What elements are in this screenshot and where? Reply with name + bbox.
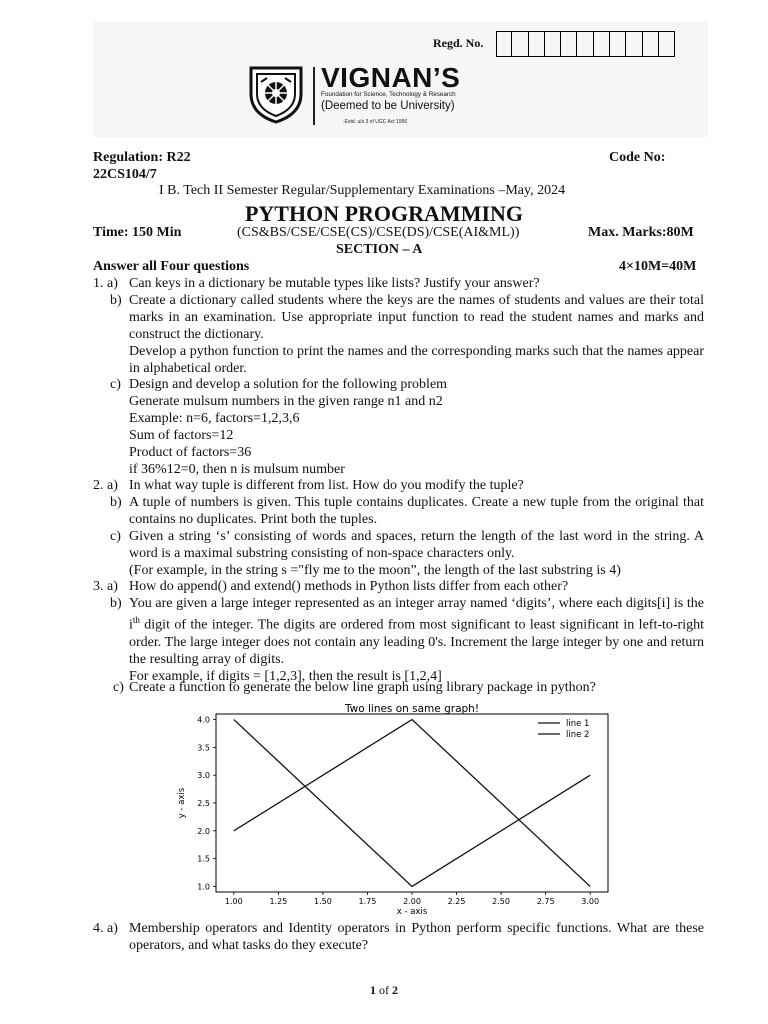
chart-title: Two lines on same graph! [344,703,480,715]
q2a-text: In what way tuple is different from list. How do you modify the tuple? [129,478,524,493]
logo-estd: -Estd. u/s 3 of UGC Act 1956 [343,119,408,125]
page-footer [0,983,768,998]
x-tick-label: 2.75 [536,897,555,906]
logo-deemed: (Deemed to be University) [321,100,455,112]
page-of: of [379,983,389,997]
q3a-text: How do append() and extend() methods in Python lists differ from each other? [129,579,569,594]
y-tick-label: 2.0 [197,826,210,836]
exam-name: I B. Tech II Semester Regular/Supplementary Examinations –May, 2024 [159,183,566,198]
q1b-label: b) [110,293,122,308]
x-tick-label: 2.25 [447,897,466,906]
regd-number-box [594,31,610,57]
regd-number-boxes [496,31,675,57]
q3a-label: 3. a) [93,579,118,594]
q3c-text: Create a function to generate the below line graph using library package in python? [129,680,596,695]
page-number: 1 [370,983,376,997]
series-line-1 [234,720,590,887]
q2b-text: A tuple of numbers is given. This tuple contains duplicates. Create a new tuple from the original that contains no duplicates. Print both the tuples. [129,495,704,527]
regulation: Regulation: R22 [93,150,191,165]
legend-label: line 2 [566,730,590,740]
section-title: SECTION – A [336,242,423,257]
x-tick-label: 1.50 [314,897,332,906]
q1c-text: Design and develop a solution for the following problem Generate mulsum numbers in the given range n1 and n2 Example: n=6, factors=1,2,3,6 Sum of factors=12 Product of factors=36 if 36%12=0, then n is mulsum number [129,377,448,477]
x-tick-label: 1.25 [269,897,288,906]
plot-frame [216,714,608,892]
x-tick-label: 2.50 [492,897,510,906]
q1b-text: Create a dictionary called students where the keys are the names of students and values are their total marks in an examination. Use appropriate input function to read the student names and marks and construct the dictionary. Develop a python function to print the names and the corresponding marks such that the names appear in alphabetical order. [129,293,704,376]
q2c-label: c) [110,529,121,544]
y-tick-label: 3.0 [197,771,210,781]
logo-tagline: Foundation for Science, Technology & Research [321,91,456,98]
x-tick-label: 1.00 [224,897,243,906]
regd-number-box [545,31,561,57]
max-marks: Max. Marks:80M [588,225,694,240]
q3b-label: b) [110,596,122,611]
regd-number-box [529,31,545,57]
y-tick-label: 1.0 [197,882,210,892]
x-tick-label: 3.00 [581,897,600,906]
q1a-label: 1. a) [93,276,118,291]
code-value: 22CS104/7 [93,167,157,182]
q3c-label: c) [113,680,124,695]
q2a-label: 2. a) [93,478,118,493]
paper-title: PYTHON PROGRAMMING [244,201,524,226]
q4a-label: 4. a) [93,921,118,936]
x-tick-label: 1.75 [358,897,377,906]
x-tick-label: 2.00 [403,897,421,906]
time-allowed: Time: 150 Min [93,225,182,240]
q3b-text: You are given a large integer represented as an integer array named ‘digits’, where each digits[i] is the $i^{th}$ digit of the integer. The digits are ordered from most significant to least significant in left-to-right order. The large integer does not contain any leading 0's. Increment the large integer by one and return the resulting array of digits. For example, if digits = [1,2,3], then the result is [1,2,4] [129,596,704,684]
logo-divider [313,67,315,125]
regd-number-box [626,31,642,57]
y-tick-label: 3.5 [197,743,210,753]
branches: (CS&BS/CSE/CSE(CS)/CSE(DS)/CSE(AI&ML)) [237,225,520,240]
regd-label: Regd. No. [433,36,484,50]
regd-number-box [577,31,593,57]
regd-number-box [512,31,528,57]
regd-number-box [659,31,675,57]
y-tick-label: 1.5 [197,854,210,864]
marks-scheme: 4×10M=40M [619,259,697,274]
regd-number-box [496,31,512,57]
vignan-logo [247,64,477,134]
logo-name: VIGNAN’S [321,62,461,93]
regd-number-box [643,31,659,57]
y-tick-label: 4.0 [197,715,210,725]
regd-number-box [610,31,626,57]
shield-emblem-icon [247,64,305,124]
regd-number-box [561,31,577,57]
legend-label: line 1 [566,719,590,729]
y-axis-label: y - axis [177,787,187,819]
q1c-label: c) [110,377,121,392]
q2c-text: Given a string ‘s’ consisting of words and spaces, return the length of the last word in the string. A word is a maximal substring consisting of non-space characters only. (For example, in the string s ="fly me to the moon”, the length of the last substring is 4) [129,529,704,578]
line-chart [168,700,618,920]
code-label: Code No: [609,150,666,165]
q4a-text: Membership operators and Identity operators in Python perform specific functions. What are these operators, and what tasks do they execute? [129,921,704,953]
series-line-2 [234,720,590,887]
x-axis-label: x - axis [396,907,428,917]
q1a-text: Can keys in a dictionary be mutable types like lists? Justify your answer? [129,276,540,291]
instruction: Answer all Four questions [93,259,250,274]
y-tick-label: 2.5 [197,799,210,808]
page-total: 2 [392,983,398,997]
q2b-label: b) [110,495,122,510]
